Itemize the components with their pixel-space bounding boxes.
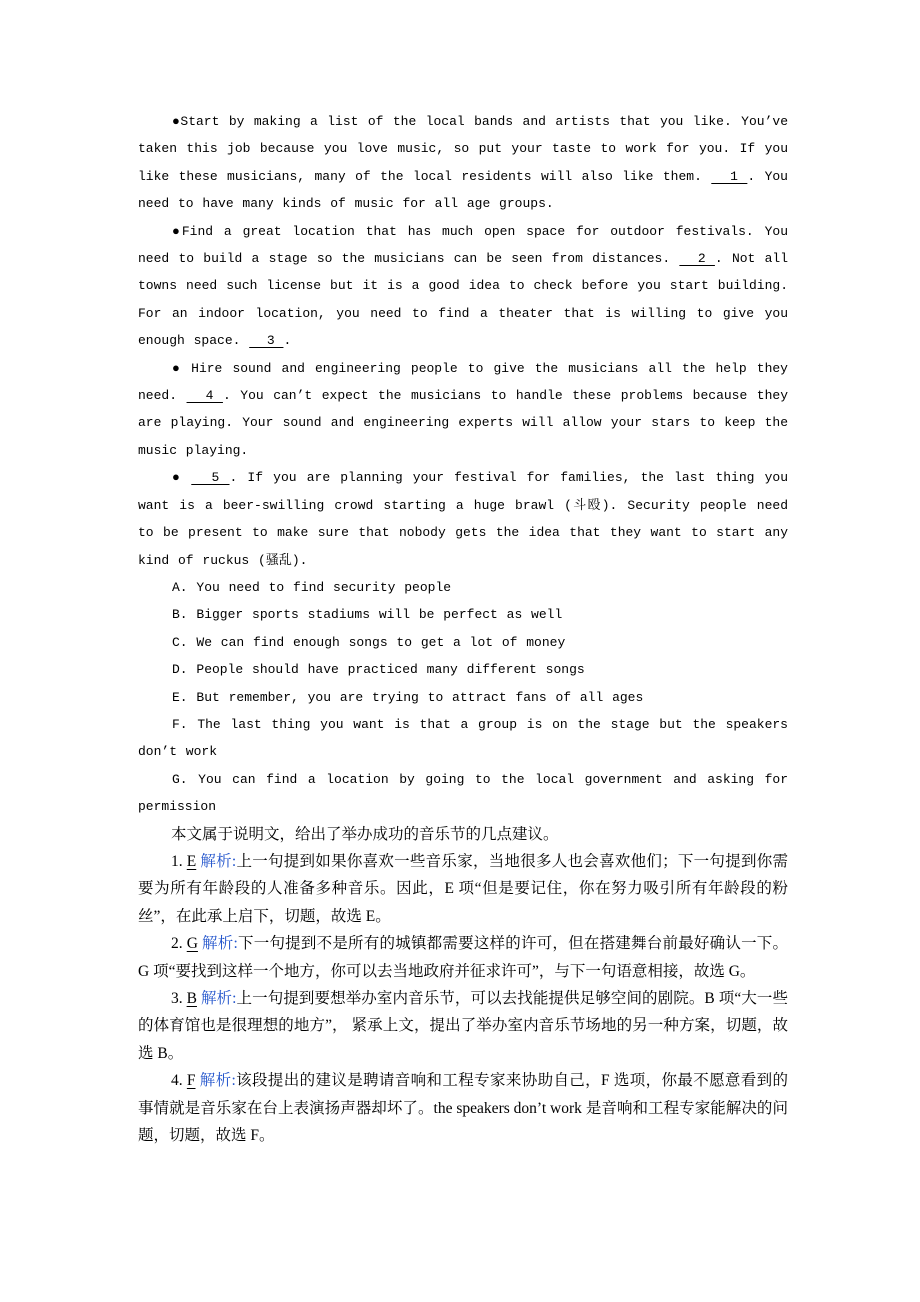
passage-text: . You need to have many kinds of music for all age groups. (138, 168, 788, 212)
passage (138, 108, 788, 574)
jiexi-label: 解析: (200, 852, 237, 870)
blank-2: 2 (679, 251, 715, 267)
passage-paragraph (138, 355, 788, 465)
passage-text: ● Hire sound and engineering people to give the musicians all the help they need. (138, 360, 788, 404)
passage-paragraph (138, 108, 788, 218)
option-C: C. We can find enough songs to get a lot of money (172, 634, 566, 650)
option-D: D. People should have practiced many different songs (172, 662, 585, 678)
jiexi-label: 解析: (200, 990, 237, 1007)
answer-text: 上一句提到要想举办室内音乐节，可以去找能提供足够空间的剧院。B 项“大一些的体育馆也是很理想的地方”， 紧承上文，提出了举办室内音乐节场地的另一种方案，切题，故选 B。 (138, 990, 789, 1062)
answer-text: 上一句提到如果你喜欢一些音乐家，当地很多人也会喜欢他们；下一句提到你需要为所有年龄段的人准备多种音乐。因此，E 项“但是要记住，你在努力吸引所有年龄段的粉丝”，在此承上启下，切题，故选 E。 (138, 852, 788, 925)
passage-text: . (283, 333, 292, 349)
blank-4: 4 (186, 388, 223, 404)
options-list (138, 574, 788, 821)
passage-text: ●Find a great location that has much open space for outdoor festivals. You need to build a stage so the musicians can be seen from distances. (138, 223, 788, 267)
passage-text: . You can’t expect the musicians to handle these problems because they are playing. Your sound and engineering experts will allow your stars to keep the music playing. (138, 388, 789, 458)
answer-letter: G (186, 935, 198, 953)
option-G: G. You can find a location by going to the local government and asking for permission (138, 771, 788, 815)
jiexi-label: 解析: (199, 1072, 236, 1090)
passage-paragraph (138, 464, 788, 574)
answer-number: 2. (171, 935, 183, 953)
blank-1: 1 (711, 168, 748, 184)
answer-letter: B (186, 990, 197, 1007)
analysis-items (138, 848, 788, 1149)
option-E: E. But remember, you are trying to attract fans of all ages (172, 689, 644, 705)
passage-text: ● (172, 470, 192, 486)
option-B: B. Bigger sports stadiums will be perfect as well (172, 607, 563, 623)
option-A: A. You need to find security people (172, 579, 452, 595)
passage-text: . Not all towns need such license but it is a good idea to check before you start building. For an indoor location, you need to find a theater that is willing to give you enough space. (138, 251, 788, 349)
passage-paragraph (138, 218, 788, 355)
answer-item-1 (138, 848, 788, 930)
answer-number: 4. (171, 1072, 183, 1090)
answer-item-2 (138, 930, 788, 985)
passage-text: . If you are planning your festival for families, the last thing you want is a beer-swilling crowd starting a huge brawl (斗殴). Security people need to be present to make sure that nobody gets the idea that they want to start any kind of ruckus (骚乱). (138, 470, 788, 568)
answer-item-3 (138, 985, 788, 1067)
passage-text: ●Start by making a list of the local bands and artists that you like. You’ve taken this job because you love music, so put your taste to work for you. If you like these musicians, many of the local residents will also like them. (138, 114, 788, 184)
answer-letter: F (186, 1072, 196, 1090)
analysis-section (138, 821, 788, 1150)
answer-text: 下一句提到不是所有的城镇都需要这样的许可，但在搭建舞台前最好确认一下。G 项“要找到这样一个地方，你可以去当地政府并征求许可”，与下一句语意相接，故选 G。 (138, 935, 789, 980)
answer-text: 该段提出的建议是聘请音响和工程专家来协助自己，F 选项，你最不愿意看到的事情就是音乐家在台上表演扬声器却坏了。the speakers don’t work 是音响和工程专家能解决的问题，切题，故选 F。 (138, 1072, 789, 1145)
answer-number: 1. (171, 852, 183, 870)
blank-3: 3 (249, 333, 284, 349)
jiexi-label: 解析: (202, 935, 238, 953)
analysis-intro: 本文属于说明文，给出了举办成功的音乐节的几点建议。 (171, 825, 559, 843)
answer-letter: E (186, 852, 197, 870)
blank-5: 5 (191, 470, 230, 486)
option-F: F. The last thing you want is that a group is on the stage but the speakers don’t work (138, 716, 788, 760)
answer-number: 3. (171, 990, 183, 1007)
answer-item-4 (138, 1067, 788, 1149)
